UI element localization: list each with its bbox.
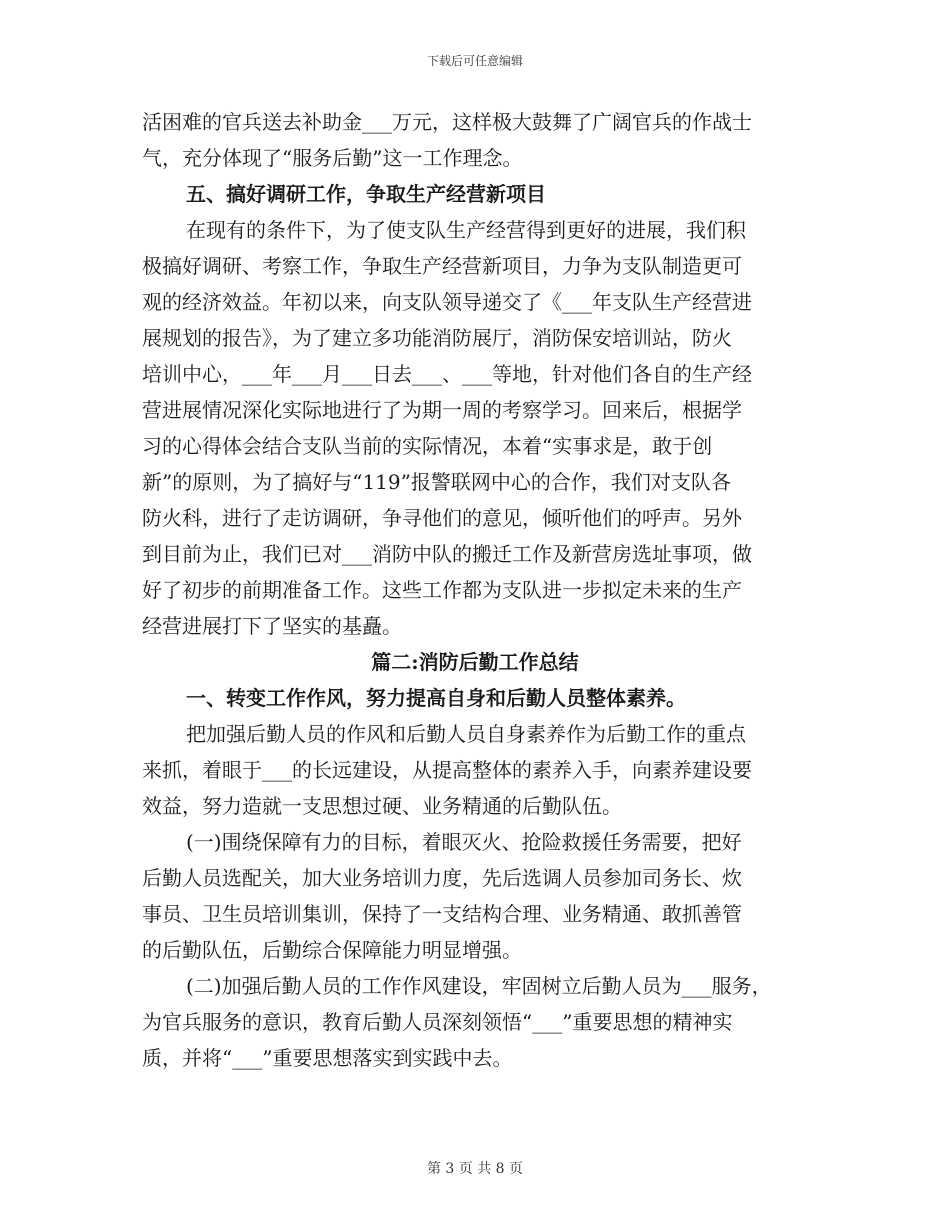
page-header-note: 下载后可任意编辑 [426,54,523,68]
page-number: 第 3 页 共 8 页 [426,1161,524,1177]
body-line: 到目前为止，我们已对___消防中队的搬迁工作及新营房选址事项，做 [142,542,752,566]
body-line: 新”的原则，为了搞好与“119”报警联网中心的合作，我们对支队各 [142,470,731,494]
body-line: 为官兵服务的意识，教育后勤人员深刻领悟“___”重要思想的精神实 [142,1010,733,1034]
section-heading: 五、搞好调研工作，争取生产经营新项目 [186,182,546,206]
chapter-title: 篇二:消防后勤工作总结 [371,650,579,674]
body-line: 观的经济效益。年初以来，向支队领导递交了《___年支队生产经营进 [142,290,752,314]
body-line: 活困难的官兵送去补助金___万元，这样极大鼓舞了广阔官兵的作战士 [142,110,752,134]
body-line: (二)加强后勤人员的工作作风建设，牢固树立后勤人员为___服务， [186,974,772,998]
body-line: 培训中心，___年___月___日去___、___等地，针对他们各自的生产经 [142,362,752,386]
body-line: 好了初步的前期准备工作。这些工作都为支队进一步拟定未来的生产 [142,578,742,602]
body-line: 把加强后勤人员的作风和后勤人员自身素养作为后勤工作的重点 [186,722,746,746]
body-line: 质，并将“___”重要思想落实到实践中去。 [142,1046,513,1070]
body-line: 极搞好调研、考察工作，争取生产经营新项目，力争为支队制造更可 [142,254,742,278]
body-line: 经营进展打下了坚实的基矗。 [142,614,402,638]
body-line: 在现有的条件下，为了使支队生产经营得到更好的进展，我们积 [186,218,746,242]
body-line: 展规划的报告》，为了建立多功能消防展厅，消防保安培训站，防火 [142,326,732,350]
body-line: 习的心得体会结合支队当前的实际情况，本着“实事求是，敢于创 [142,434,713,458]
body-line: 后勤人员选配关，加大业务培训力度，先后选调人员参加司务长、炊 [142,866,742,890]
body-line: 效益，努力造就一支思想过硬、业务精通的后勤队伍。 [142,794,622,818]
body-line: (一)围绕保障有力的目标，着眼灭火、抢险救援任务需要，把好 [186,830,742,854]
body-line: 营进展情况深化实际地进行了为期一周的考察学习。回来后，根据学 [142,398,742,422]
body-line: 防火科，进行了走访调研，争寻他们的意见，倾听他们的呼声。另外 [142,506,742,530]
section-heading: 一、转变工作作风，努力提高自身和后勤人员整体素养。 [186,686,686,710]
document-body [142,104,808,1076]
body-line: 气，充分体现了“服务后勤”这一工作理念。 [142,146,523,170]
body-line: 的后勤队伍，后勤综合保障能力明显增强。 [142,938,522,962]
body-line: 来抓，着眼于___的长远建设，从提高整体的素养入手，向素养建设要 [142,758,752,782]
body-line: 事员、卫生员培训集训，保持了一支结构合理、业务精通、敢抓善管 [142,902,742,926]
